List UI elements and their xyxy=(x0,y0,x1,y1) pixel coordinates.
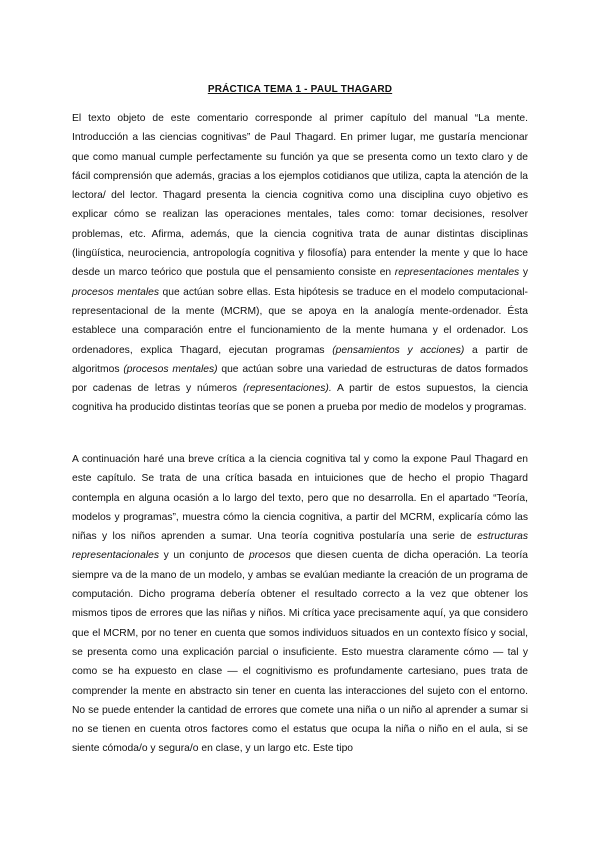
paragraph-1-italic: (procesos mentales) xyxy=(123,363,218,375)
paragraph-1-text: que actúan sobre una variedad de estructuras de datos formados por cadenas de letras y números xyxy=(72,363,529,395)
paragraph-1-italic: (pensamientos y acciones) xyxy=(332,344,465,356)
paragraph-2 xyxy=(72,450,528,759)
paragraph-2-text: y un conjunto de xyxy=(159,550,250,562)
paragraph-2-text: A continuación haré una breve crítica a la ciencia cognitiva tal y como la expone Paul Thagard en este capítulo. Se trata de una crítica basada en intuiciones que de hecho el propio Thagard contempla en alguna ocasión a lo largo del texto, pero que no desarrolla. En el apartado “Teoría, modelos y programas”, muestra cómo la ciencia cognitiva, a partir del MCRM, explicaría cómo las niñas y los niños aprenden a sumar. Una teoría cognitiva postularía una serie de xyxy=(72,454,528,543)
paragraph-1-italic: procesos mentales xyxy=(72,286,160,298)
paragraph-2-italic: estructuras representacionales xyxy=(72,531,528,562)
document-title: PRÁCTICA TEMA 1 - PAUL THAGARD xyxy=(207,84,393,95)
paragraph-1-text: que actúan sobre ellas. Esta hipótesis se traduce en el modelo computacional-representacional de la mente (MCRM), que se apoya en la analogía mente-ordenador. Ésta establece una comparación entre el funcionamiento de la mente humana y el ordenador. Los ordenadores, explica Thagard, ejecutan programas xyxy=(72,286,528,356)
paragraph-1-italic: (representaciones). xyxy=(242,383,332,395)
paragraph-1-italic: representaciones mentales xyxy=(394,267,520,279)
paragraph-1-text: El texto objeto de este comentario corresponde al primer capítulo del manual “La mente. Introducción a las ciencias cognitivas” de Paul Thagard. En primer lugar, me gustaría mencionar que como manual cumple perfectamente su función ya que se presenta como un texto claro y de fácil comprensión que además, gracias a los ejemplos cotidianos que utiliza, capta la atención de la lectora/ del lector. Thagard presenta la ciencia cognitiva como una disciplina cuyo objetivo es explicar cómo se realizan las operaciones mentales, tales como: tomar decisiones, resolver problemas, etc. Afirma, además, que la ciencia cognitiva trata de aunar distintas disciplinas (lingüística, neurociencia, antropología cognitiva y filosofía) para entender la mente y que lo hace desde un marco teórico que postula que el pensamiento consiste en xyxy=(72,113,528,279)
paragraph-1-text: a partir de algoritmos xyxy=(72,344,528,375)
paragraph-2-text: que diesen cuenta de dicha operación. La teoría siempre va de la mano de un modelo, y ambas se evalúan mediante la creación de un programa de computación. Dicho programa debería obtener el resultado correcto a la vez que obtener los mismos tipos de errores que las niñas y niños. Mi crítica yace precisamente aquí, ya que considero que el MCRM, por no tener en cuenta que somos individuos situados en un contexto físico y social, se presenta como una explicación parcial o insuficiente. Esto muestra claramente cómo — tal y como se ha expuesto en clase — el cognitivismo es profundamente cartesiano, pues trata de comprender la mente en abstracto sin tener en cuenta las interacciones del sujeto con el entorno. No se puede entender la cantidad de errores que comete una niña o un niño al aprender a sumar si no se tienen en cuenta otros factores como el estatus que ocupa la niña o niño en el aula, si se siente cómoda/o y segura/o en clase, y un largo etc. Este tipo xyxy=(72,550,528,755)
paragraph-2-italic: procesos xyxy=(249,550,291,562)
paragraph-1-text: y xyxy=(519,267,529,279)
paragraph-1 xyxy=(72,109,528,418)
paragraph-1-text: A partir de estos supuestos, la ciencia cognitiva ha producido distintas teorías que se ponen a prueba por medio de modelos y programas. xyxy=(72,383,528,414)
